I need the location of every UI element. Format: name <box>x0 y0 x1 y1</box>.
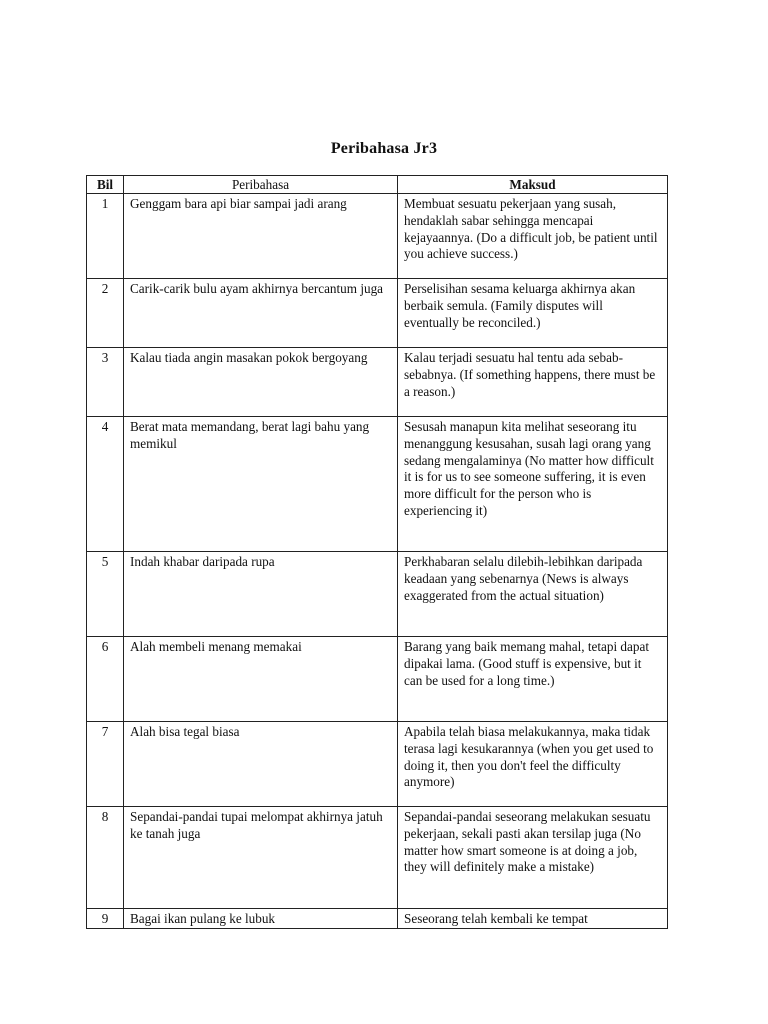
table-row <box>87 552 668 637</box>
row-number: 8 <box>87 807 124 909</box>
row-number: 3 <box>87 348 124 417</box>
table-row <box>87 637 668 722</box>
proverb-table <box>86 175 668 929</box>
proverb-cell: Carik-carik bulu ayam akhirnya bercantum juga <box>124 279 398 348</box>
document-title: Peribahasa Jr3 <box>330 140 438 157</box>
table-row <box>87 279 668 348</box>
proverb-cell: Alah membeli menang memakai <box>124 637 398 722</box>
header-maksud: Maksud <box>398 176 668 194</box>
proverb-cell: Indah khabar daripada rupa <box>124 552 398 637</box>
meaning-cell: Barang yang baik memang mahal, tetapi dapat dipakai lama. (Good stuff is expensive, but it can be used for a long time.) <box>398 637 668 722</box>
proverb-cell: Alah bisa tegal biasa <box>124 722 398 807</box>
row-number: 4 <box>87 417 124 552</box>
table-row <box>87 722 668 807</box>
meaning-cell: Membuat sesuatu pekerjaan yang susah, hendaklah sabar sehingga mencapai kejayaannya. (Do a difficult job, be patient until you achieve success.) <box>398 194 668 279</box>
row-number: 2 <box>87 279 124 348</box>
meaning-cell: Seseorang telah kembali ke tempat <box>398 909 668 929</box>
table-header-row <box>87 176 668 194</box>
meaning-cell: Apabila telah biasa melakukannya, maka tidak terasa lagi kesukarannya (when you get used to doing it, then you don't feel the difficulty anymore) <box>398 722 668 807</box>
proverb-cell: Sepandai-pandai tupai melompat akhirnya jatuh ke tanah juga <box>124 807 398 909</box>
proverb-cell: Berat mata memandang, berat lagi bahu yang memikul <box>124 417 398 552</box>
row-number: 7 <box>87 722 124 807</box>
meaning-cell: Sepandai-pandai seseorang melakukan sesuatu pekerjaan, sekali pasti akan tersilap juga (No matter how smart someone is at doing a job, they will definitely make a mistake) <box>398 807 668 909</box>
proverb-cell: Bagai ikan pulang ke lubuk <box>124 909 398 929</box>
table-row <box>87 194 668 279</box>
row-number: 5 <box>87 552 124 637</box>
row-number: 1 <box>87 194 124 279</box>
proverb-cell: Kalau tiada angin masakan pokok bergoyang <box>124 348 398 417</box>
meaning-cell: Perselisihan sesama keluarga akhirnya akan berbaik semula. (Family disputes will eventually be reconciled.) <box>398 279 668 348</box>
header-peribahasa: Peribahasa <box>124 176 398 194</box>
meaning-cell: Sesusah manapun kita melihat seseorang itu menanggung kesusahan, susah lagi orang yang sedang mengalaminya (No matter how difficult it is for us to see someone suffering, it is even more difficult for the person who is experiencing it) <box>398 417 668 552</box>
row-number: 6 <box>87 637 124 722</box>
proverb-cell: Genggam bara api biar sampai jadi arang <box>124 194 398 279</box>
table-row <box>87 807 668 909</box>
table-row <box>87 348 668 417</box>
meaning-cell: Kalau terjadi sesuatu hal tentu ada sebab-sebabnya. (If something happens, there must be a reason.) <box>398 348 668 417</box>
meaning-cell: Perkhabaran selalu dilebih-lebihkan daripada keadaan yang sebenarnya (News is always exaggerated from the actual situation) <box>398 552 668 637</box>
row-number: 9 <box>87 909 124 929</box>
header-bil: Bil <box>87 176 124 194</box>
table-row <box>87 909 668 929</box>
table-row <box>87 417 668 552</box>
